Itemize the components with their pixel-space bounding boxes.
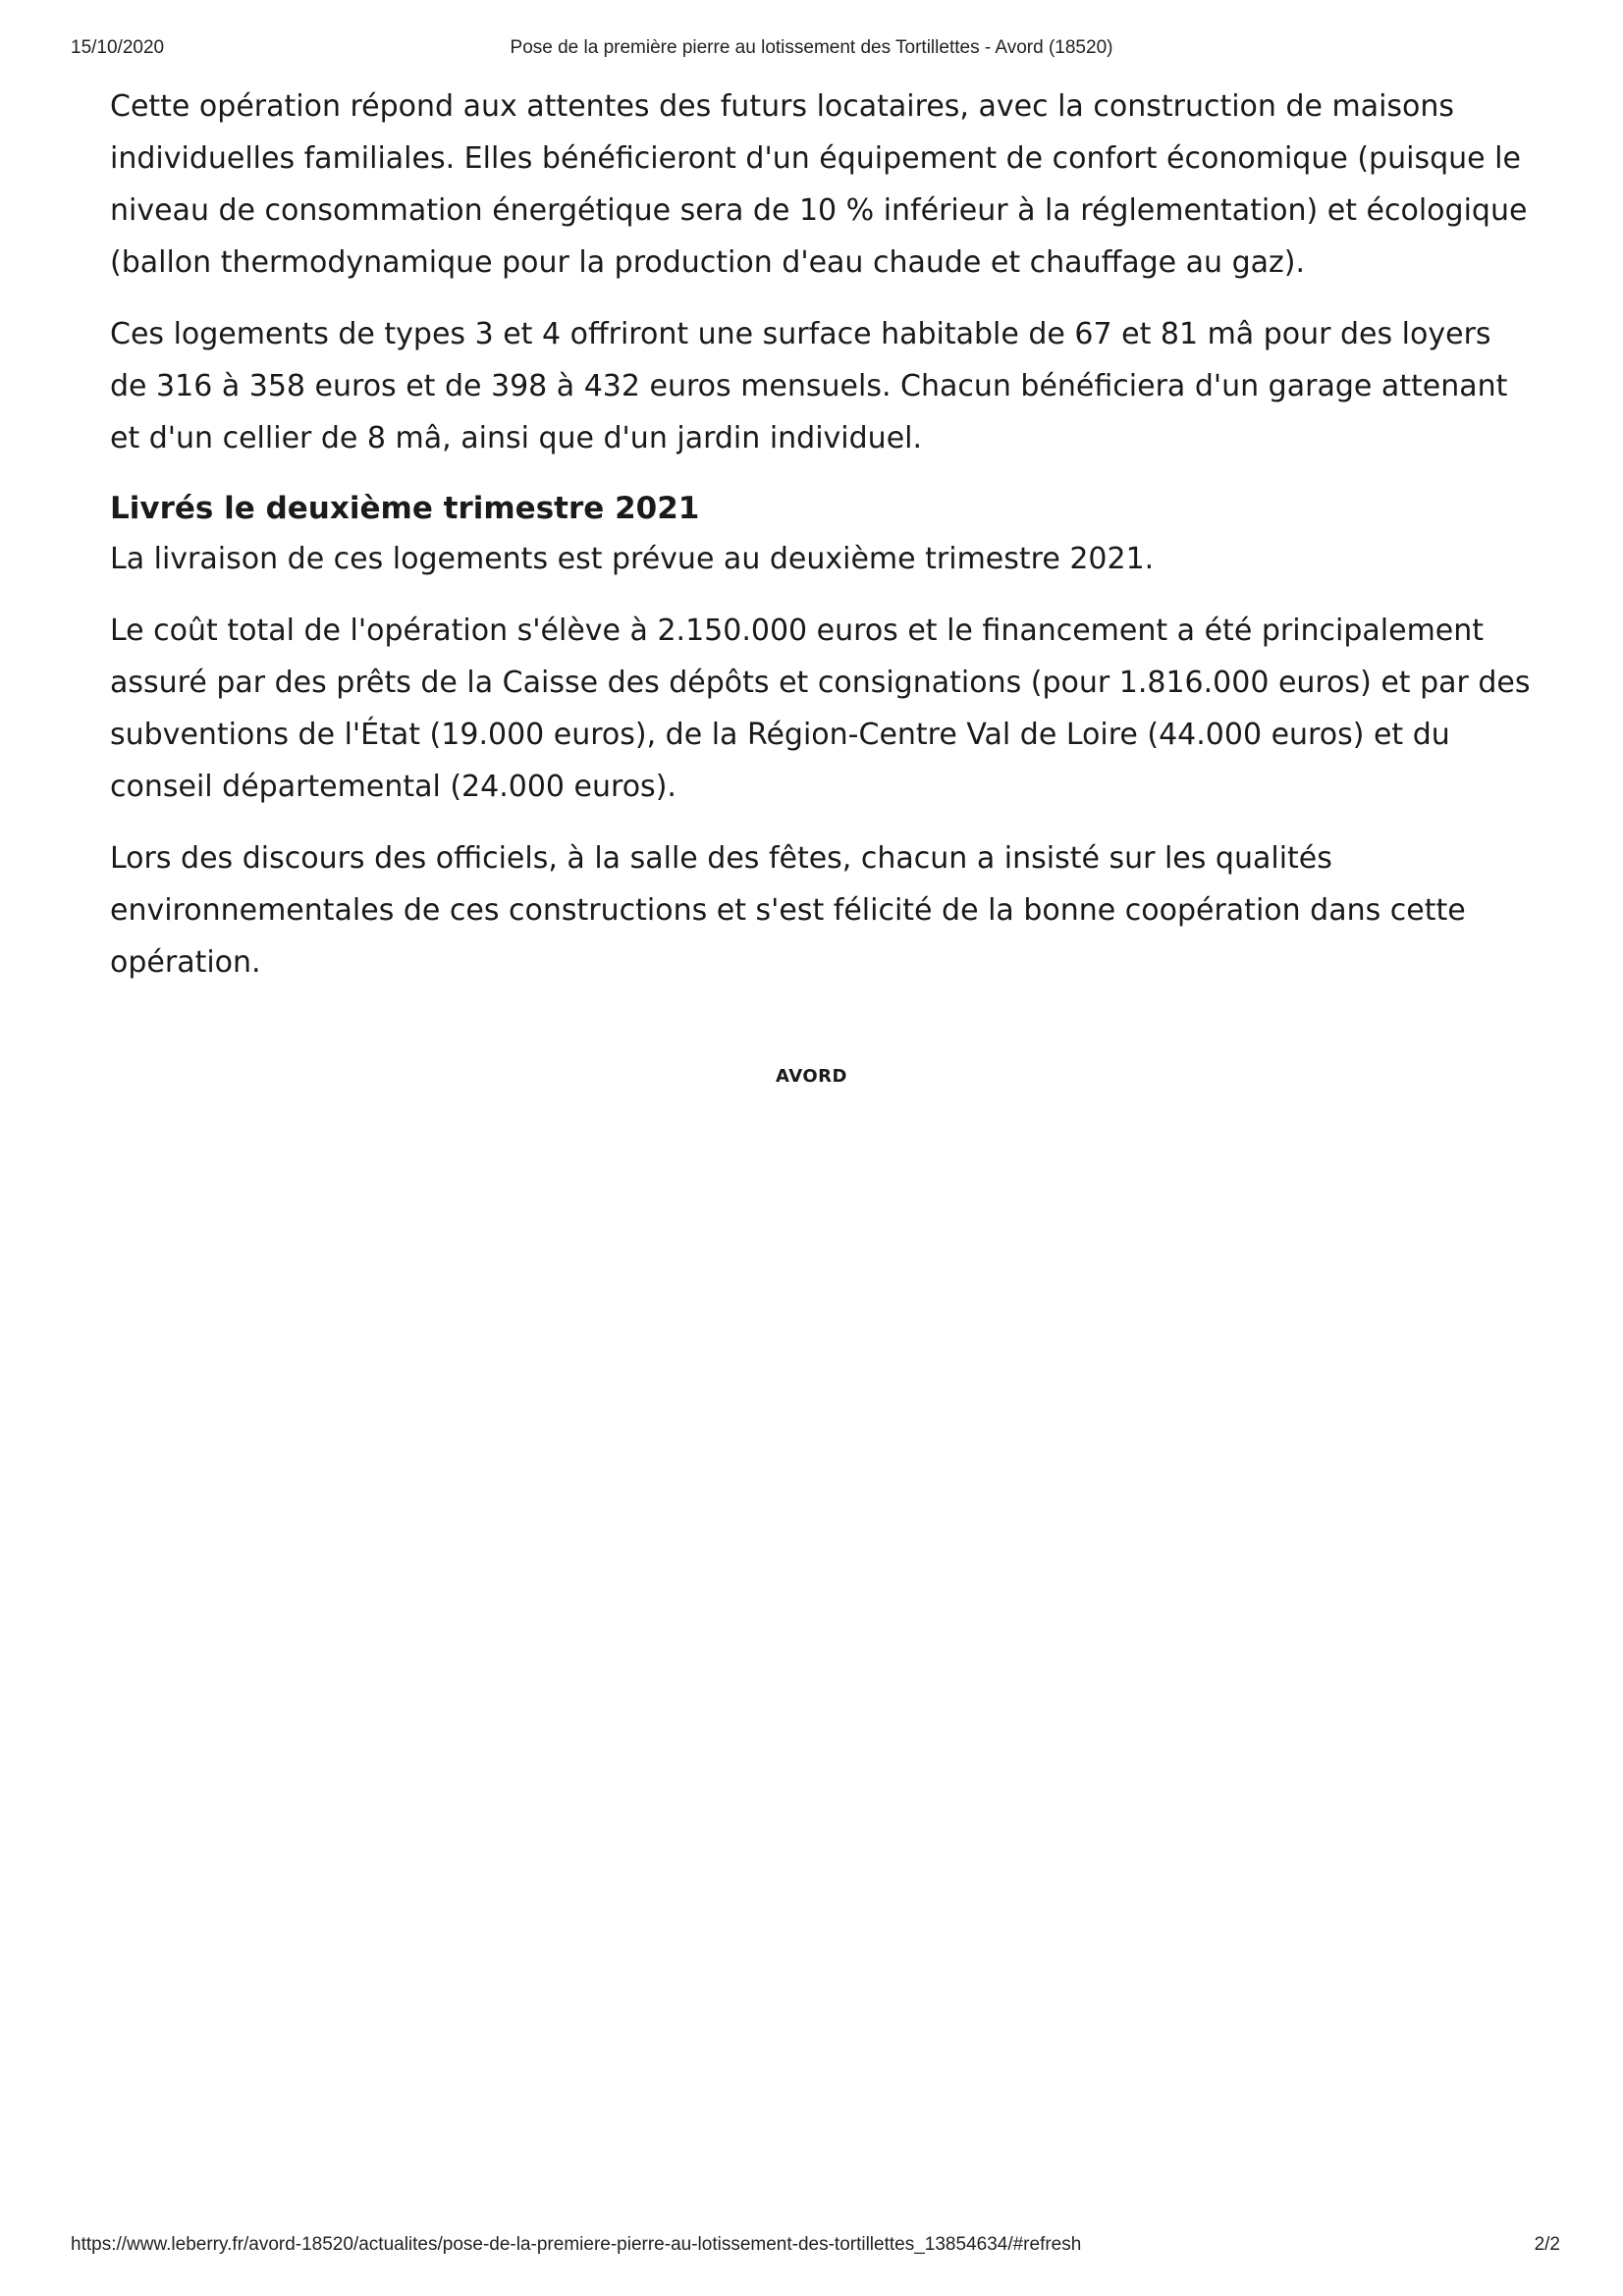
article-subheading: Livrés le deuxième trimestre 2021 [110,491,700,526]
article-paragraph: La livraison de ces logements est prévue au deuxième trimestre 2021. [110,542,1155,576]
article-paragraph: Cette opération répond aux attentes des futurs locataires, avec la construction de maisons individuelles familiales. Elles bénéficieront d'un équipement de confort économique (puisque le niveau de consommation énergétique sera de 10 % inférieur à la réglementation) et écologique (ballon thermodynamique pour la production d'eau chaude et chauffage au gaz). [110,89,1528,280]
article-body [110,80,1534,1008]
print-footer [0,2234,1623,2264]
print-page-title: Pose de la première pierre au lotissement des Tortillettes - Avord (18520) [510,37,1113,58]
location-tag[interactable]: AVORD [776,1066,847,1087]
print-url: https://www.leberry.fr/avord-18520/actualites/pose-de-la-premiere-pierre-au-lotissement-des-tortillettes_13854634/#refresh [71,2234,1082,2255]
article-paragraph: Le coût total de l'opération s'élève à 2.150.000 euros et le financement a été principalement assuré par des prêts de la Caisse des dépôts et consignations (pour 1.816.000 euros) et par des subventions de l'État (19.000 euros), de la Région-Centre Val de Loire (44.000 euros) et du conseil départemental (24.000 euros). [110,614,1531,804]
article-paragraph: Lors des discours des officiels, à la salle des fêtes, chacun a insisté sur les qualités environnementales de ces constructions et s'est félicité de la bonne coopération dans cette opération. [110,841,1466,980]
print-date: 15/10/2020 [71,37,165,58]
page-number: 2/2 [1534,2234,1560,2255]
article-paragraph: Ces logements de types 3 et 4 offriront une surface habitable de 67 et 81 mâ pour des loyers de 316 à 358 euros et de 398 à 432 euros mensuels. Chacun bénéficiera d'un garage attenant et d'un cellier de 8 mâ, ainsi que d'un jardin individuel. [110,317,1508,455]
print-header [0,37,1623,67]
